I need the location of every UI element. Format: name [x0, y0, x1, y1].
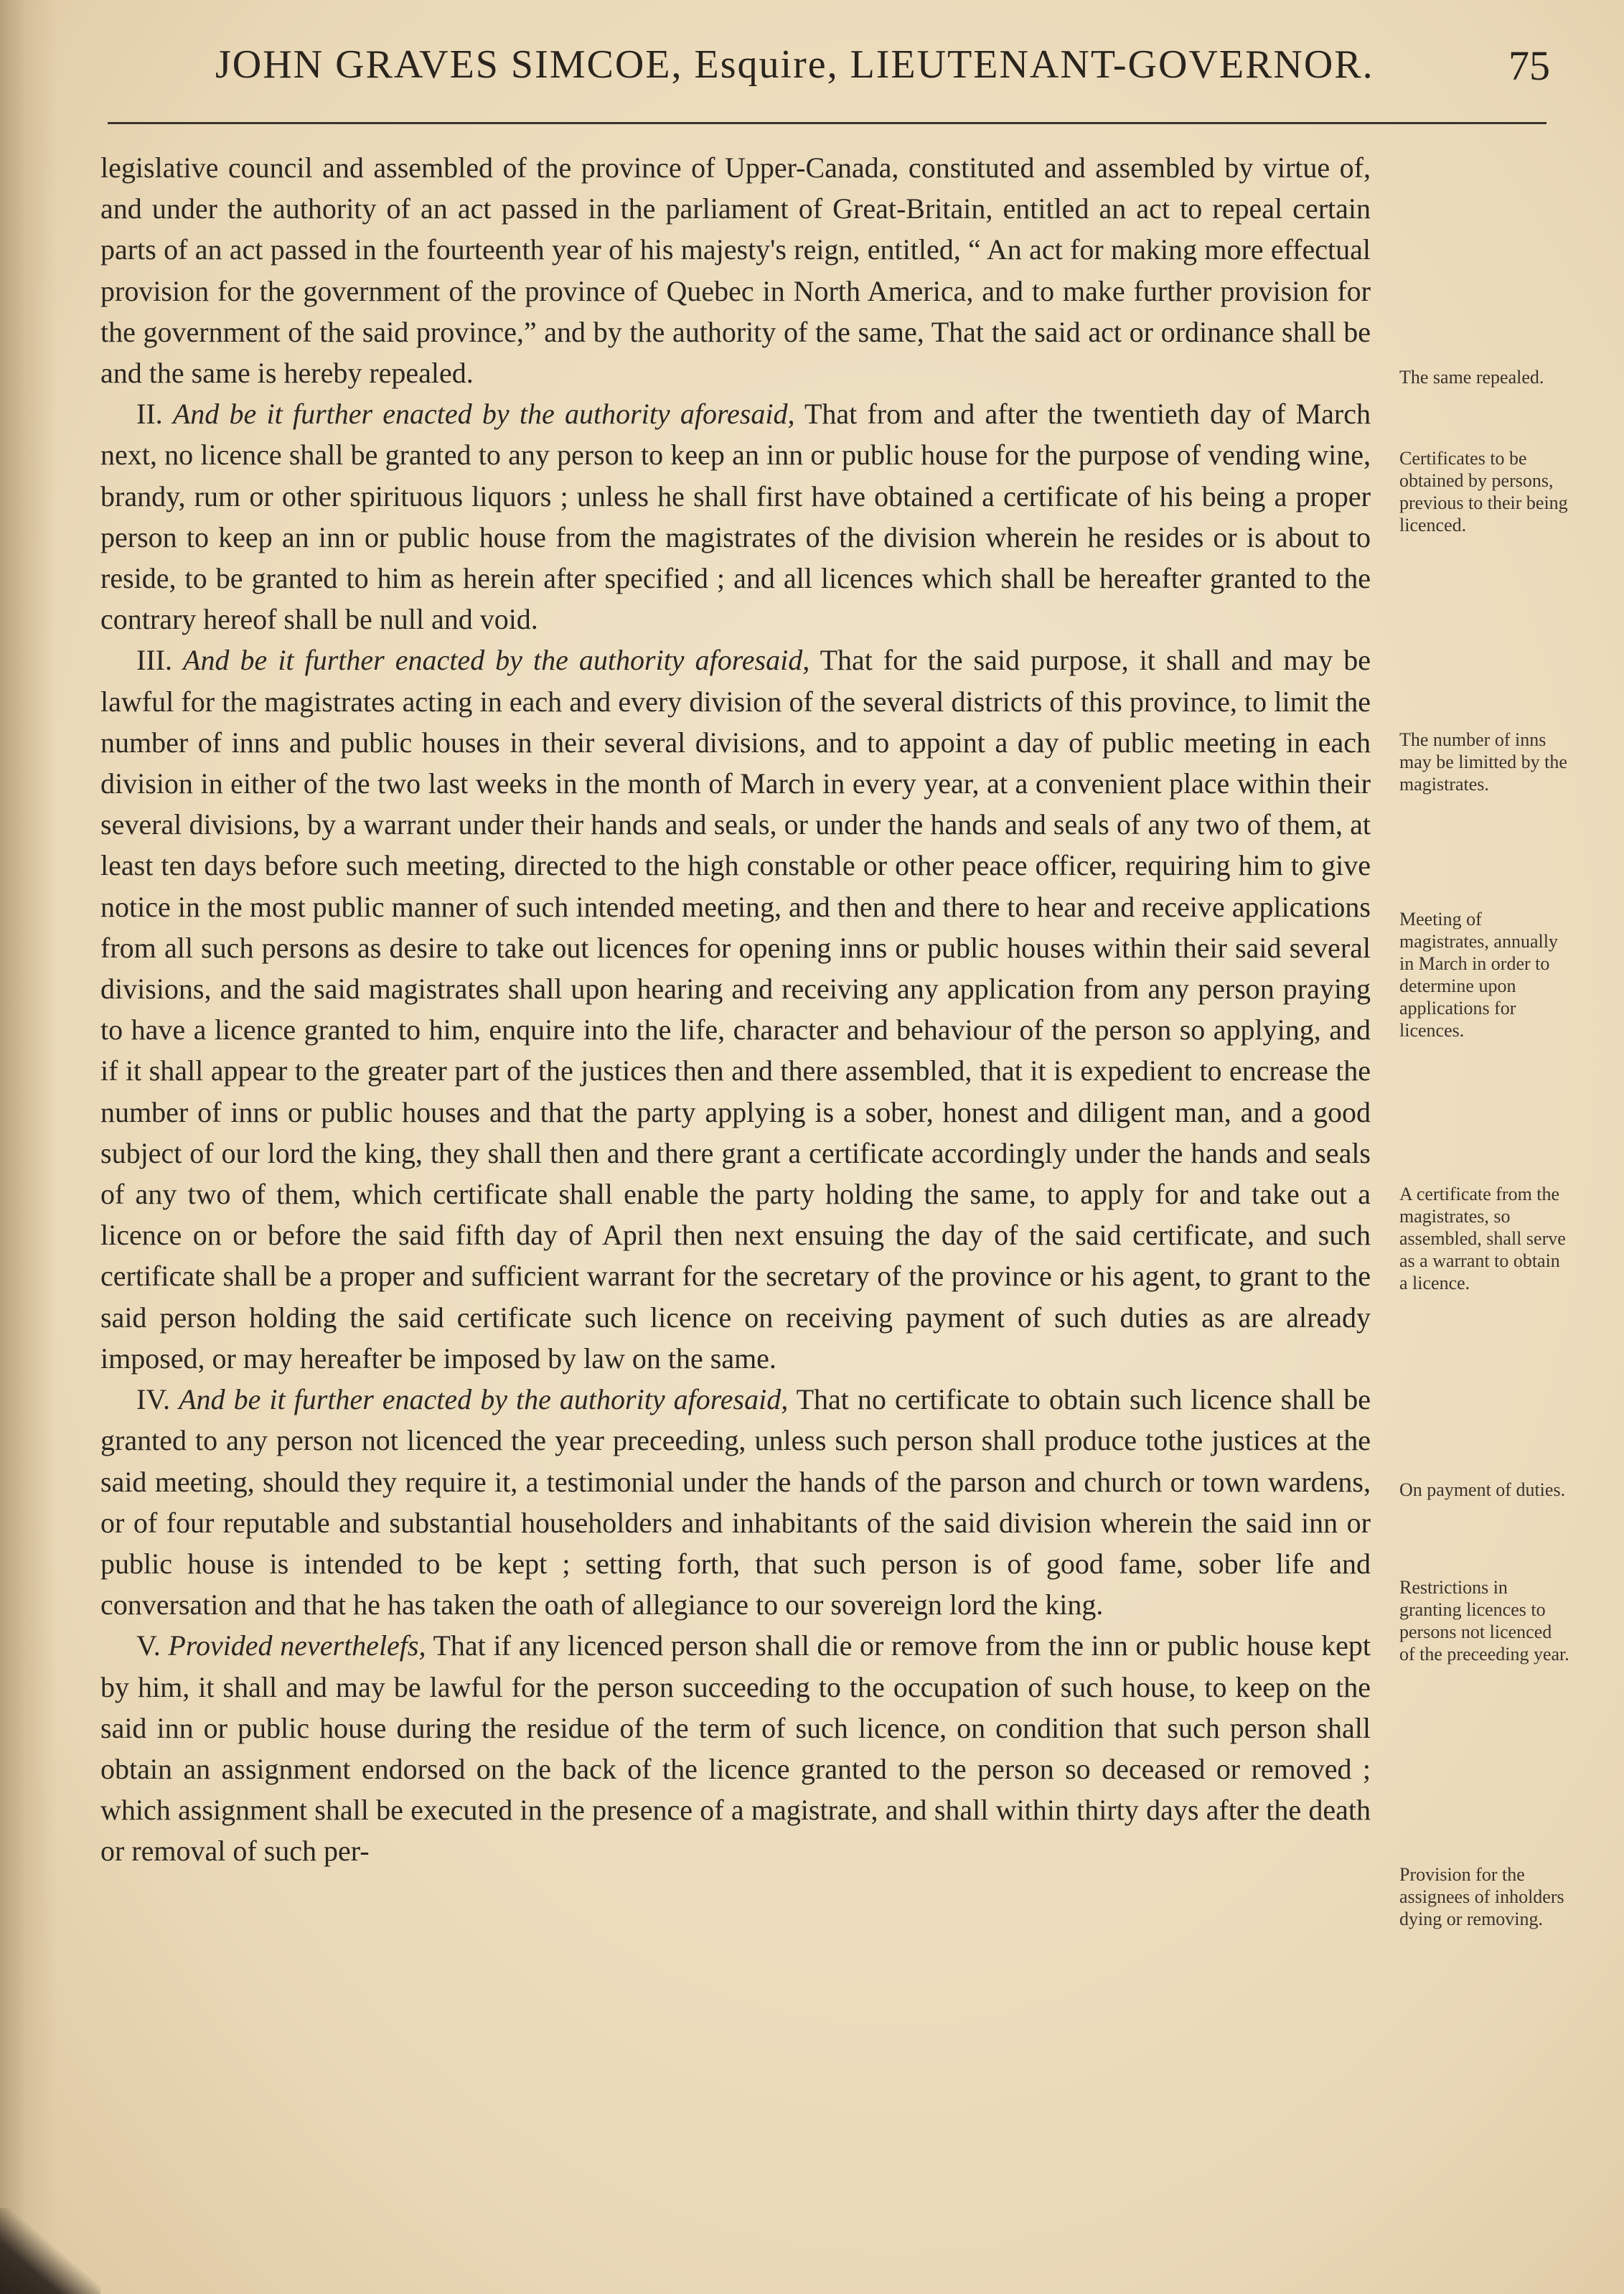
paragraph-3-text: That for the said purpose, it shall and may be lawful for the magistrates acting in each and every division of the several districts of this province, to limit the number of inns and public houses in their several divisions, and to appoint a day of public meeting in each division in either of the two last weeks in the month of March in every year, at a convenient place within their several divisions, by a warrant under their hands and seals, or under the hands and seals of any two of them, at least ten days before such meeting, directed to the high constable or other peace officer, requiring him to give notice in the most public manner of such intended meeting, and then and there to hear and receive applications from all such persons as desire to take out licences for opening inns or public houses within their said several divisions, and the said magistrates shall upon hearing and receiving any application from any person praying to have a licence granted to him, enquire into the life, character and behaviour of the person so applying, and if it shall appear to the greater part of the justices then and there assembled, that it is expedient to encrease the number of inns or public houses and that the party applying is a sober, honest and diligent man, and a good subject of our lord the king, they shall then and there grant a certificate accordingly under the hands and seals of any two of them, which certificate shall enable the party holding the same, to apply for and take out a licence on or before the said fifth day of April then next ensuing the day of the said certificate, and such certificate shall be a proper and sufficient warrant for the secretary of the province or his agent, to grant to the said person holding the said certificate such licence on receiving payment of such duties as are already imposed, or may hereafter be imposed by law on the same.	[100, 644, 1371, 1375]
paragraph-2-number: II.	[136, 398, 163, 431]
margin-note-8: Provision for the assignees of inholders dying or removing.	[1399, 1864, 1564, 1929]
running-head: JOHN GRAVES SIMCOE, Esquire, LIEUTENANT-GOVERNOR.	[215, 42, 1374, 87]
page-header	[215, 42, 1550, 106]
paragraph-5-number: V.	[136, 1629, 161, 1662]
paragraph-5-intro: Provided neverthelefs,	[168, 1629, 426, 1662]
paragraph-3-intro: And be it further enacted by the authority aforesaid,	[183, 644, 810, 677]
margin-note-7: Restrictions in granting licences to persons not licenced of the preceeding year.	[1399, 1577, 1569, 1665]
page-number: 75	[1508, 42, 1550, 89]
paragraph-5	[100, 1625, 1371, 1871]
paragraph-5-text: That if any licenced person shall die or remove from the inn or public house kept by him, it shall and may be lawful for the person succeeding to the occupation of such house, to keep on the said inn or public house during the residue of the term of such licence, on condition that such person shall obtain an assignment endorsed on the back of the licence granted to the person so deceased or removed ; which assignment shall be executed in the presence of a magistrate, and shall within thirty days after the death or removal of such per-	[100, 1629, 1371, 1868]
paragraph-3	[100, 640, 1371, 1379]
margin-note-1: The same repealed.	[1399, 367, 1544, 388]
margin-note-4: Meeting of magistrates, annually in March in order to determine upon applications for licences.	[1399, 909, 1558, 1041]
paragraph-2-intro: And be it further enacted by the authority aforesaid,	[172, 398, 795, 431]
paragraph-4	[100, 1379, 1371, 1625]
paragraph-3-number: III.	[136, 644, 172, 677]
paragraph-2	[100, 393, 1371, 640]
margin-note-5: A certificate from the magistrates, so assembled, shall serve as a warrant to obtain a licence.	[1399, 1184, 1566, 1293]
paragraph-1-text: legislative council and assembled of the province of Upper-Canada, constituted and assembled by virtue of, and under the authority of an act passed in the parliament of Great-Britain, entitled an act to repeal certain parts of an act passed in the fourteenth year of his majesty's reign, entitled, “ An act for making more effectual provision for the government of the province of Quebec in North America, and to make further provision for the government of the said province,” and by the authority of the same, That the said act or ordinance shall be and the same is hereby repealed.	[100, 151, 1371, 390]
paragraph-4-number: IV.	[136, 1383, 171, 1416]
paragraph-4-intro: And be it further enacted by the authority aforesaid,	[179, 1383, 789, 1416]
paragraph-4-text: That no certificate to obtain such licence shall be granted to any person not licenced the year preceeding, unless such person shall produce tothe justices at the said meeting, should they require it, a testimonial under the hands of the parson and church or town wardens, or of four reputable and substantial householders and inhabitants of the said division wherein the said inn or public house is intended to be kept ; setting forth, that such person is of good fame, sober life and conversation and that he has taken the oath of allegiance to our sovereign lord the king.	[100, 1383, 1371, 1621]
header-rule	[108, 122, 1546, 124]
paragraph-1	[100, 147, 1371, 393]
page-binding-shadow	[0, 0, 57, 2294]
paragraph-2-text: That from and after the twentieth day of March next, no licence shall be granted to any person to keep an inn or public house for the purpose of vending wine, brandy, rum or other spirituous liquors ; unless he shall first have obtained a certificate of his being a proper person to keep an inn or public house from the magistrates of the division wherein he resides or is about to reside, to be granted to him as herein after specified ; and all licences which shall be hereafter granted to the contrary hereof shall be null and void.	[100, 398, 1371, 636]
page-corner-shadow	[0, 2208, 100, 2294]
body-text	[100, 147, 1371, 1872]
margin-note-6: On payment of duties.	[1399, 1479, 1566, 1500]
margin-note-3: The number of inns may be limitted by the magistrates.	[1399, 729, 1567, 795]
margin-note-2: Certificates to be obtained by persons, previous to their being licenced.	[1399, 448, 1568, 535]
